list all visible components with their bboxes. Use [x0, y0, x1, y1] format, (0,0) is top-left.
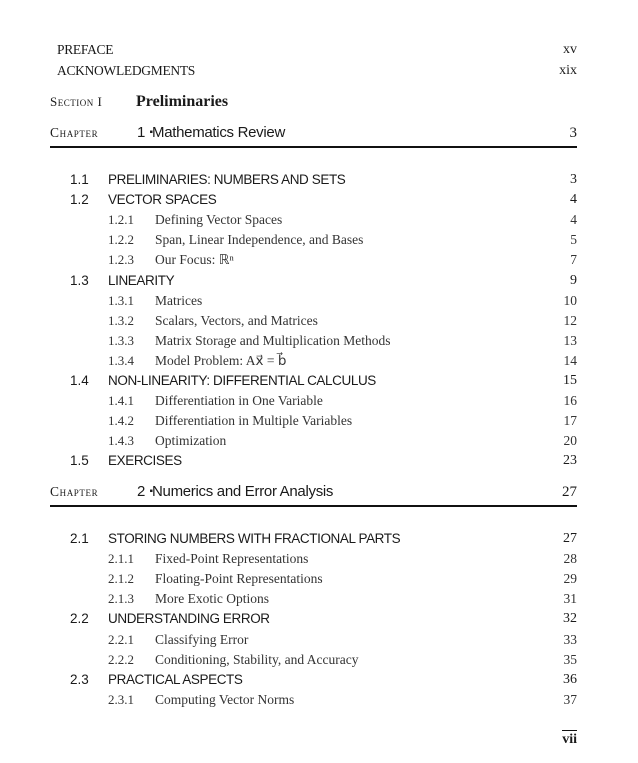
toc-subsection-entry[interactable]	[0, 331, 638, 351]
section-label: Section I	[50, 94, 103, 109]
entry-title: Defining Vector Spaces	[155, 212, 283, 228]
toc-section-entry[interactable]	[0, 529, 638, 549]
entry-title: Model Problem: Ax⃗ = b⃗	[155, 352, 287, 368]
entry-number: 1.1	[70, 172, 89, 187]
entry-page: 3	[570, 172, 577, 187]
entry-title: Optimization	[155, 433, 227, 449]
entry-number: 1.4	[70, 373, 89, 388]
entry-title: Span, Linear Independence, and Bases	[155, 232, 364, 248]
toc-subsection-entry[interactable]	[0, 411, 638, 431]
toc-subsection-entry[interactable]	[0, 391, 638, 411]
toc-subsection-entry[interactable]	[0, 589, 638, 609]
bullet-icon: ▪	[149, 127, 154, 138]
entry-page: 20	[563, 433, 577, 449]
entry-number: 1.2.2	[108, 232, 134, 248]
toc-section-entry[interactable]	[0, 670, 638, 690]
entry-number: 1.2	[70, 192, 89, 208]
chapter-label: Chapter	[50, 484, 99, 499]
entry-title: VECTOR SPACES	[108, 192, 217, 208]
entry-number: 2.1.1	[108, 551, 134, 567]
entry-page: 10	[563, 292, 577, 308]
entry-number: 1.4.1	[108, 393, 134, 409]
entry-number: 1.3.1	[108, 292, 134, 308]
toc-section-entry[interactable]	[0, 271, 638, 291]
entry-number: 2.1	[70, 531, 89, 546]
toc-section-entry[interactable]	[0, 371, 638, 391]
toc-front-matter-entry[interactable]	[0, 40, 638, 60]
entry-title: PREFACE	[57, 42, 114, 57]
toc-subsection-entry[interactable]	[0, 291, 638, 311]
chapter-number: 1 ▪	[137, 124, 154, 141]
bullet-icon: ▪	[149, 486, 154, 497]
entry-page: 28	[563, 551, 577, 567]
chapter-rule	[50, 146, 577, 148]
entry-title: Differentiation in One Variable	[155, 393, 323, 409]
entry-title: More Exotic Options	[155, 591, 269, 607]
entry-page: 33	[563, 631, 577, 647]
toc-front-matter-entry[interactable]	[0, 61, 638, 81]
toc-chapter-heading[interactable]	[0, 123, 638, 147]
toc-subsection-entry[interactable]	[0, 569, 638, 589]
chapter-number: 2 ▪	[137, 483, 154, 500]
toc-subsection-entry[interactable]	[0, 650, 638, 670]
entry-number: 2.3.1	[108, 691, 134, 707]
toc-section-entry[interactable]	[0, 190, 638, 210]
toc-subsection-entry[interactable]	[0, 250, 638, 270]
entry-number: 1.4.2	[108, 413, 134, 429]
chapter-title: Numerics and Error Analysis	[152, 483, 334, 500]
toc-subsection-entry[interactable]	[0, 230, 638, 250]
chapter-title: Mathematics Review	[152, 124, 285, 141]
entry-title: Fixed-Point Representations	[155, 551, 309, 567]
entry-title: PRELIMINARIES: NUMBERS AND SETS	[108, 172, 346, 187]
entry-title: LINEARITY	[108, 272, 175, 288]
entry-page: 36	[563, 671, 577, 687]
entry-number: 2.1.3	[108, 591, 134, 607]
entry-title: PRACTICAL ASPECTS	[108, 671, 243, 687]
entry-title: Our Focus: ℝⁿ	[155, 252, 234, 268]
entry-page: 35	[563, 651, 577, 667]
chapter-page: 27	[562, 484, 577, 500]
entry-page: xv	[563, 42, 577, 57]
chapter-rule	[50, 505, 577, 507]
entry-page: 9	[570, 272, 577, 288]
entry-page: 5	[570, 232, 577, 248]
toc-subsection-entry[interactable]	[0, 630, 638, 650]
entry-number: 1.2.3	[108, 252, 134, 268]
entry-number: 1.3.3	[108, 332, 134, 348]
entry-title: Differentiation in Multiple Variables	[155, 413, 353, 429]
entry-title: ACKNOWLEDGMENTS	[57, 63, 195, 78]
entry-title: Matrices	[155, 292, 203, 308]
entry-number: 1.3.4	[108, 352, 134, 368]
entry-number: 2.3	[70, 671, 89, 687]
entry-number: 1.5	[70, 453, 89, 469]
entry-page: 12	[563, 312, 577, 328]
entry-title: Computing Vector Norms	[155, 691, 295, 707]
toc-section-entry[interactable]	[0, 170, 638, 190]
toc-subsection-entry[interactable]	[0, 431, 638, 451]
entry-page: 27	[563, 531, 577, 546]
entry-title: Matrix Storage and Multiplication Methods	[155, 332, 391, 348]
entry-page: 37	[563, 691, 577, 707]
toc-subsection-entry[interactable]	[0, 690, 638, 710]
chapter-page: 3	[569, 125, 577, 141]
entry-page: 31	[563, 591, 577, 607]
page-number: vii	[562, 732, 577, 747]
entry-title: UNDERSTANDING ERROR	[108, 611, 270, 627]
toc-section-entry[interactable]	[0, 609, 638, 629]
section-heading[interactable]	[0, 92, 638, 114]
entry-page: 32	[563, 611, 577, 627]
toc-subsection-entry[interactable]	[0, 351, 638, 371]
entry-page: 16	[563, 393, 577, 409]
entry-title: STORING NUMBERS WITH FRACTIONAL PARTS	[108, 531, 401, 546]
section-title: Preliminaries	[136, 93, 229, 110]
entry-page: 4	[570, 192, 577, 208]
toc-subsection-entry[interactable]	[0, 210, 638, 230]
entry-number: 1.4.3	[108, 433, 134, 449]
entry-page: 29	[563, 571, 577, 587]
entry-page: 7	[570, 252, 577, 268]
entry-number: 2.2.2	[108, 651, 134, 667]
entry-number: 2.2.1	[108, 631, 134, 647]
entry-number: 2.1.2	[108, 571, 134, 587]
entry-page: xix	[559, 63, 577, 78]
entry-page: 23	[563, 453, 577, 469]
entry-title: Classifying Error	[155, 631, 249, 647]
entry-number: 1.2.1	[108, 212, 134, 228]
toc-subsection-entry[interactable]	[0, 311, 638, 331]
entry-title: EXERCISES	[108, 453, 182, 469]
entry-page: 15	[563, 373, 577, 388]
entry-title: Scalars, Vectors, and Matrices	[155, 312, 318, 328]
entry-number: 2.2	[70, 611, 89, 627]
toc-section-entry[interactable]	[0, 451, 638, 471]
entry-title: Conditioning, Stability, and Accuracy	[155, 651, 359, 667]
entry-page: 4	[570, 212, 577, 228]
entry-page: 17	[563, 413, 577, 429]
entry-title: Floating-Point Representations	[155, 571, 323, 587]
entry-title: NON-LINEARITY: DIFFERENTIAL CALCULUS	[108, 373, 376, 388]
entry-number: 1.3.2	[108, 312, 134, 328]
toc-chapter-heading[interactable]	[0, 482, 638, 506]
toc-subsection-entry[interactable]	[0, 549, 638, 569]
entry-number: 1.3	[70, 272, 89, 288]
chapter-label: Chapter	[50, 125, 99, 140]
entry-page: 13	[563, 332, 577, 348]
entry-page: 14	[563, 352, 577, 368]
